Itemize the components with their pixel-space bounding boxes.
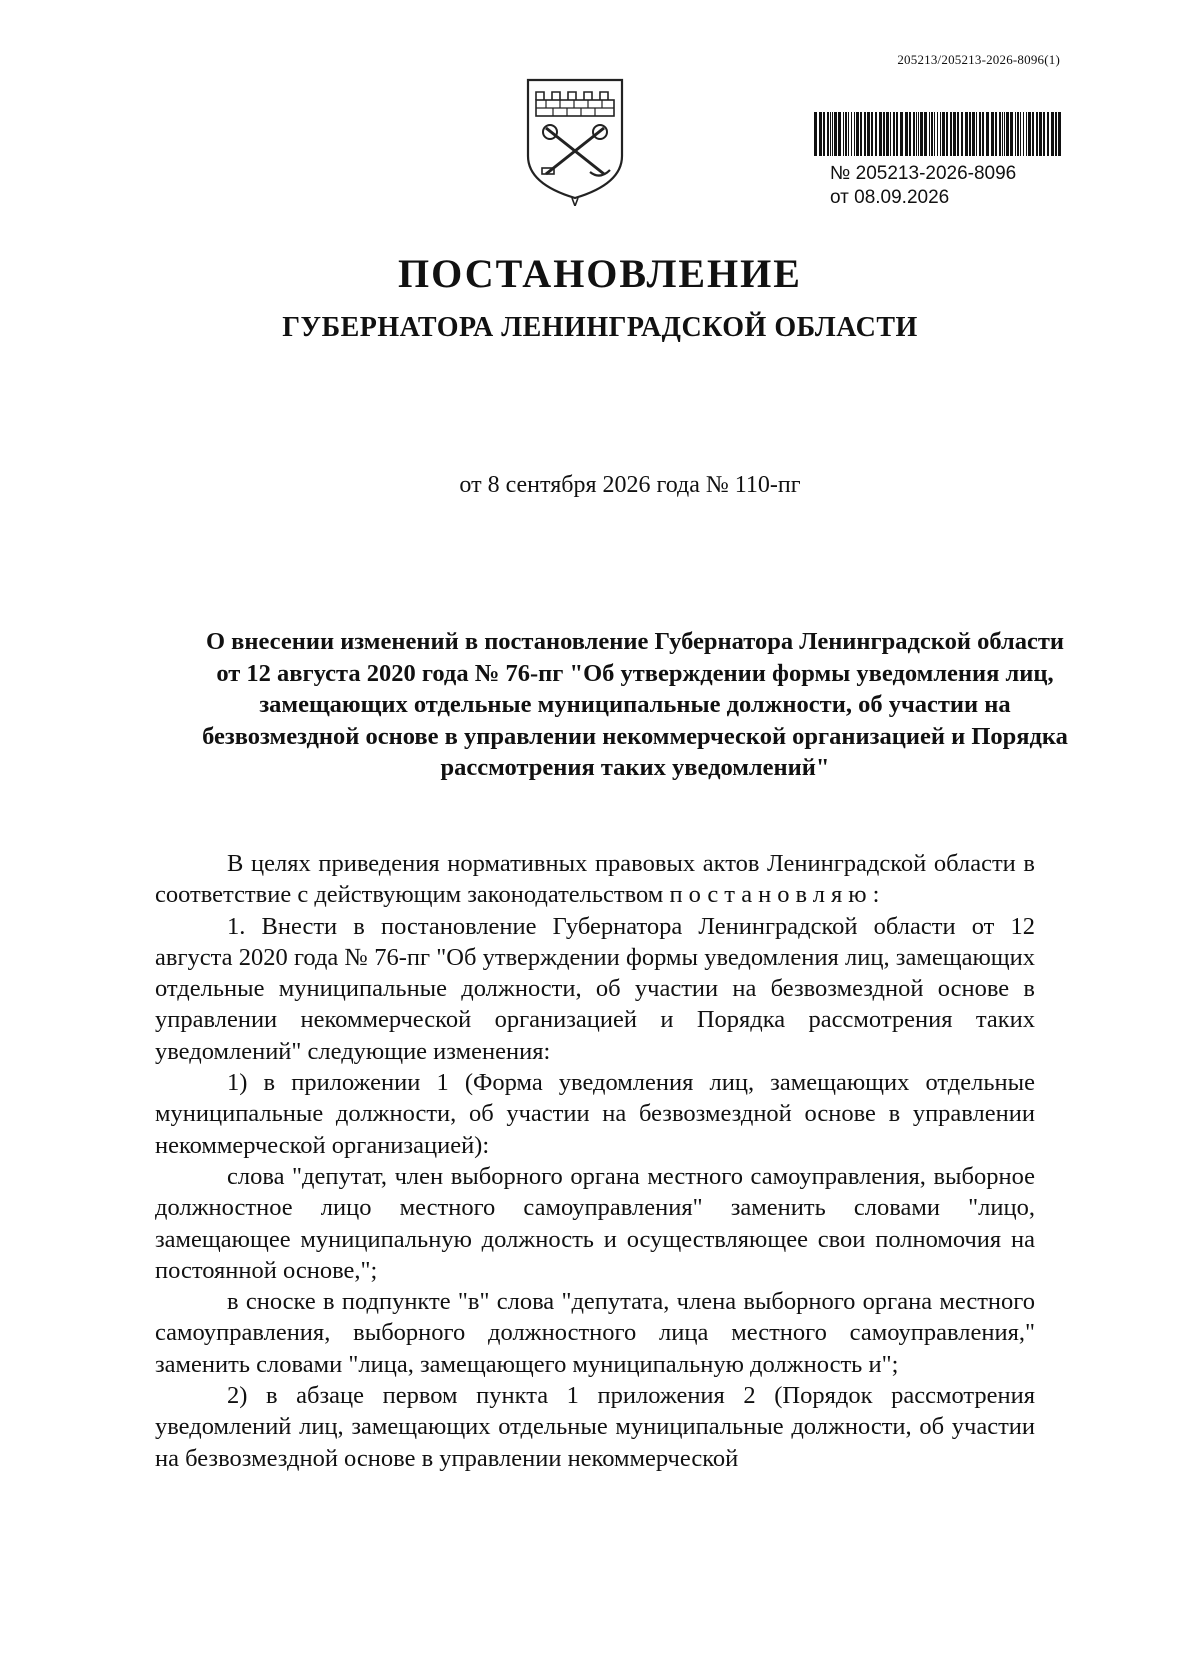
barcode-bar — [871, 112, 873, 156]
barcode-bar — [890, 112, 891, 156]
barcode-bar — [1051, 112, 1054, 156]
barcode-bar — [851, 112, 852, 156]
barcode-bar — [929, 112, 930, 156]
barcode-bar — [965, 112, 968, 156]
barcode-bar — [969, 112, 971, 156]
barcode-bar — [909, 112, 911, 156]
barcode-bar — [1026, 112, 1027, 156]
barcode-icon — [814, 112, 1064, 156]
barcode-bar — [1032, 112, 1034, 156]
body-paragraph-2: 1) в приложении 1 (Форма уведомления лиц, замещающих отдельные муниципальные должности, об участии на безвозмездной основе в управлении некоммерческой организацией): — [155, 1069, 1035, 1159]
barcode-bar — [856, 112, 859, 156]
barcode-bar — [886, 112, 889, 156]
barcode-bar — [900, 112, 903, 156]
registration-date: от 08.09.2026 — [830, 187, 950, 208]
barcode-bar — [864, 112, 866, 156]
barcode-bar — [953, 112, 956, 156]
registration-number: № 205213-2026-8096 — [830, 163, 1017, 184]
barcode-bar — [814, 112, 817, 156]
barcode-bar — [920, 112, 923, 156]
barcode-bar — [1055, 112, 1057, 156]
barcode-bar — [1002, 112, 1003, 156]
barcode-bar — [995, 112, 997, 156]
barcode-bar — [838, 112, 841, 156]
barcode-bar — [979, 112, 981, 156]
barcode-bar — [875, 112, 877, 156]
barcode-bar — [893, 112, 895, 156]
barcode-bar — [999, 112, 1001, 156]
barcode-bar — [931, 112, 933, 156]
coat-of-arms-icon — [520, 76, 630, 206]
barcode-bar — [1015, 112, 1016, 156]
barcode-bar — [1043, 112, 1045, 156]
barcode-bar — [1047, 112, 1049, 156]
preamble-paragraph — [155, 848, 1035, 911]
preamble-text: В целях приведения нормативных правовых актов Ленинградской области в соответствие с действующим законодательством — [155, 850, 1035, 909]
barcode-bar — [937, 112, 938, 156]
barcode-bar — [972, 112, 975, 156]
body-paragraph-3: слова "депутат, член выборного органа местного самоуправления, выборное должностное лицо местного самоуправления" заменить словами "лицо, замещающее муниципальную должность и осуществляющее свои полномочия на постоянной основе,"; — [155, 1162, 1035, 1284]
barcode-bar — [1023, 112, 1024, 156]
barcode-bar — [942, 112, 945, 156]
body-paragraph-1: 1. Внести в постановление Губернатора Ленинградской области от 12 августа 2020 года № 76-пг "Об утверждении формы уведомления лиц, замещающих отдельные муниципальные должности, об участии на безвозмездной основе в управлении некоммерческой организацией и Порядка рассмотрения таких уведомлений" следующие изменения: — [155, 912, 1035, 1065]
barcode-bar — [843, 112, 844, 156]
barcode-bar — [1006, 112, 1009, 156]
barcode-bar — [845, 112, 847, 156]
barcode-bar — [961, 112, 963, 156]
barcode-bar — [905, 112, 908, 156]
body-paragraph-4: в сноске в подпункте "в" слова "депутата, члена выборного органа местного самоуправления, выборного должностного лица местного самоуправления," заменить словами "лица, замещающего муниципальную должность и"; — [155, 1288, 1035, 1378]
barcode-bar — [924, 112, 927, 156]
barcode-bar — [950, 112, 952, 156]
barcode-bar — [848, 112, 849, 156]
barcode-bar — [991, 112, 994, 156]
barcode-bar — [819, 112, 822, 156]
barcode-bar — [913, 112, 915, 156]
barcode-bar — [934, 112, 935, 156]
decree-date-number: от 8 сентября 2026 года № 110-пг — [459, 472, 801, 498]
barcode-bar — [1039, 112, 1042, 156]
barcode-bar — [883, 112, 885, 156]
decree-body — [155, 848, 1035, 1474]
barcode-bar — [1010, 112, 1013, 156]
barcode-bar — [916, 112, 917, 156]
barcode-bar — [1058, 112, 1061, 156]
barcode-bar — [827, 112, 829, 156]
registration-stamp — [814, 112, 1084, 210]
barcode-bar — [896, 112, 898, 156]
barcode-bar — [976, 112, 977, 156]
barcode-bar — [867, 112, 870, 156]
barcode-bar — [1036, 112, 1038, 156]
barcode-bar — [879, 112, 882, 156]
document-type-title: ПОСТАНОВЛЕНИЕ — [398, 251, 802, 296]
barcode-bar — [834, 112, 837, 156]
barcode-bar — [1020, 112, 1021, 156]
resolve-word: постановляю: — [669, 881, 886, 909]
barcode-bar — [946, 112, 948, 156]
body-paragraph-5: 2) в абзаце первом пункта 1 приложения 2 (Порядок рассмотрения уведомлений лиц, замещающих отдельные муниципальные должности, об участии на безвозмездной основе в управлении некоммерческой — [155, 1382, 1035, 1472]
barcode-bar — [854, 112, 855, 156]
barcode-bar — [830, 112, 831, 156]
barcode-bar — [982, 112, 984, 156]
barcode-bar — [860, 112, 862, 156]
barcode-bar — [823, 112, 825, 156]
document-code: 205213/205213-2026-8096(1) — [897, 52, 1060, 67]
barcode-bar — [986, 112, 989, 156]
issuer-title: ГУБЕРНАТОРА ЛЕНИНГРАДСКОЙ ОБЛАСТИ — [282, 312, 918, 343]
barcode-bar — [918, 112, 919, 156]
barcode-bar — [940, 112, 941, 156]
barcode-bar — [1017, 112, 1019, 156]
barcode-bar — [832, 112, 833, 156]
barcode-bar — [1004, 112, 1005, 156]
decree-subject-heading: О внесении изменений в постановление Губернатора Ленинградской области от 12 августа 2020 года № 76-пг "Об утверждении формы уведомления лиц, замещающих отдельные муниципальные должности, об участии на безвозмездной основе в управлении некоммерческой организацией и Порядка рассмотрения таких уведомлений" — [202, 628, 1068, 781]
barcode-bar — [957, 112, 959, 156]
barcode-bar — [1028, 112, 1031, 156]
